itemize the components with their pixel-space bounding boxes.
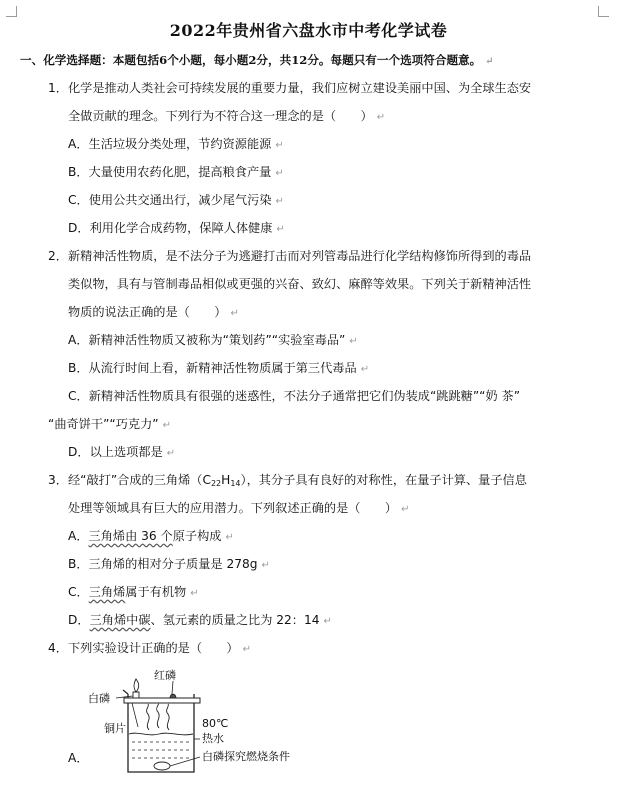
q2-stem-line-2: 类似物，具有与管制毒品相似或更强的兴奋、致幻、麻醉等效果。下列关于新精神活性 xyxy=(68,277,532,291)
label-copper-sheet: 铜片 xyxy=(104,722,126,735)
label-hot-water: 热水 xyxy=(202,732,224,745)
q2-option-b: B．从流行时间上看，新精神活性物质属于第三代毒品 ↵ xyxy=(68,361,370,375)
q1-option-c: C．使用公共交通出行，减少尾气污染 ↵ xyxy=(68,193,284,207)
section-heading: 一、化学选择题：本题包括6个小题，每小题2分，共12分。每题只有一个选项符合题意。 ↵ xyxy=(20,53,494,67)
q2-option-d: D．以上选项都是 ↵ xyxy=(68,445,176,459)
combustion-experiment-figure xyxy=(86,668,306,778)
q3-hydrogen-subscript: 14 xyxy=(230,479,241,488)
q2-option-c-continued: “曲奇饼干”“巧克力” ↵ xyxy=(48,417,171,431)
q3-stem-line-1: 3．经“敲打”合成的三角烯$(C_{22}H_{14})$，其分子具有良好的对称性，在量子计算、量子信息 xyxy=(48,473,527,488)
q1-option-b: B．大量使用农药化肥，提高粮食产量 ↵ xyxy=(68,165,284,179)
q1-stem-line-2: 全做贡献的理念。下列行为不符合这一理念的是（ ） ↵ xyxy=(68,109,386,123)
q3-stem-line-2: 处理等领域具有巨大的应用潜力。下列叙述正确的是（ ） ↵ xyxy=(68,501,410,515)
q1-stem-line-1: 1．化学是推动人类社会可持续发展的重要力量，我们应树立建设美丽中国、为全球生态安 xyxy=(48,81,532,95)
exam-title: 2022年贵州省六盘水市中考化学试卷 xyxy=(169,21,448,40)
label-temperature: 80℃ xyxy=(202,717,229,730)
q3-carbon-subscript: 22 xyxy=(210,479,222,488)
label-red-phosphorus: 红磷 xyxy=(154,669,176,682)
q4-option-a: A． xyxy=(68,751,89,765)
q1-option-a: A．生活垃圾分类处理，节约资源能源 ↵ xyxy=(68,137,284,151)
page-corner-mark-right xyxy=(598,6,609,17)
q3-option-a: A．三角烯由 36 个原子构成 ↵ xyxy=(68,529,234,543)
q2-stem-line-3: 物质的说法正确的是（ ） ↵ xyxy=(68,305,239,319)
q2-option-a: A．新精神活性物质又被称为“策划药”“实验室毒品” ↵ xyxy=(68,333,358,347)
q3-option-d: D．三角烯中碳、氢元素的质量之比为 22：14 ↵ xyxy=(68,613,332,627)
page-corner-mark-left xyxy=(6,6,17,17)
q2-stem-line-1: 2．新精神活性物质，是不法分子为逃避打击而对列管毒品进行化学结构修饰所得到的毒品 xyxy=(48,249,532,263)
q1-option-d: D．利用化学合成药物，保障人体健康 ↵ xyxy=(68,221,285,235)
q2-option-c: C．新精神活性物质具有很强的迷惑性，不法分子通常把它们伪装成“跳跳糖”“奶 茶” xyxy=(68,389,521,403)
label-white-phosphorus-top: 白磷 xyxy=(88,692,110,705)
q4-stem: 4．下列实验设计正确的是（ ） ↵ xyxy=(48,641,251,655)
q3-option-c: C．三角烯属于有机物 ↵ xyxy=(68,585,199,599)
figure-caption: 探究燃烧条件 xyxy=(224,750,290,763)
label-white-phosphorus-bottom-and-caption: 白磷探究燃烧条件 xyxy=(202,750,290,763)
q3-option-b: B．三角烯的相对分子质量是 278g ↵ xyxy=(68,557,270,571)
